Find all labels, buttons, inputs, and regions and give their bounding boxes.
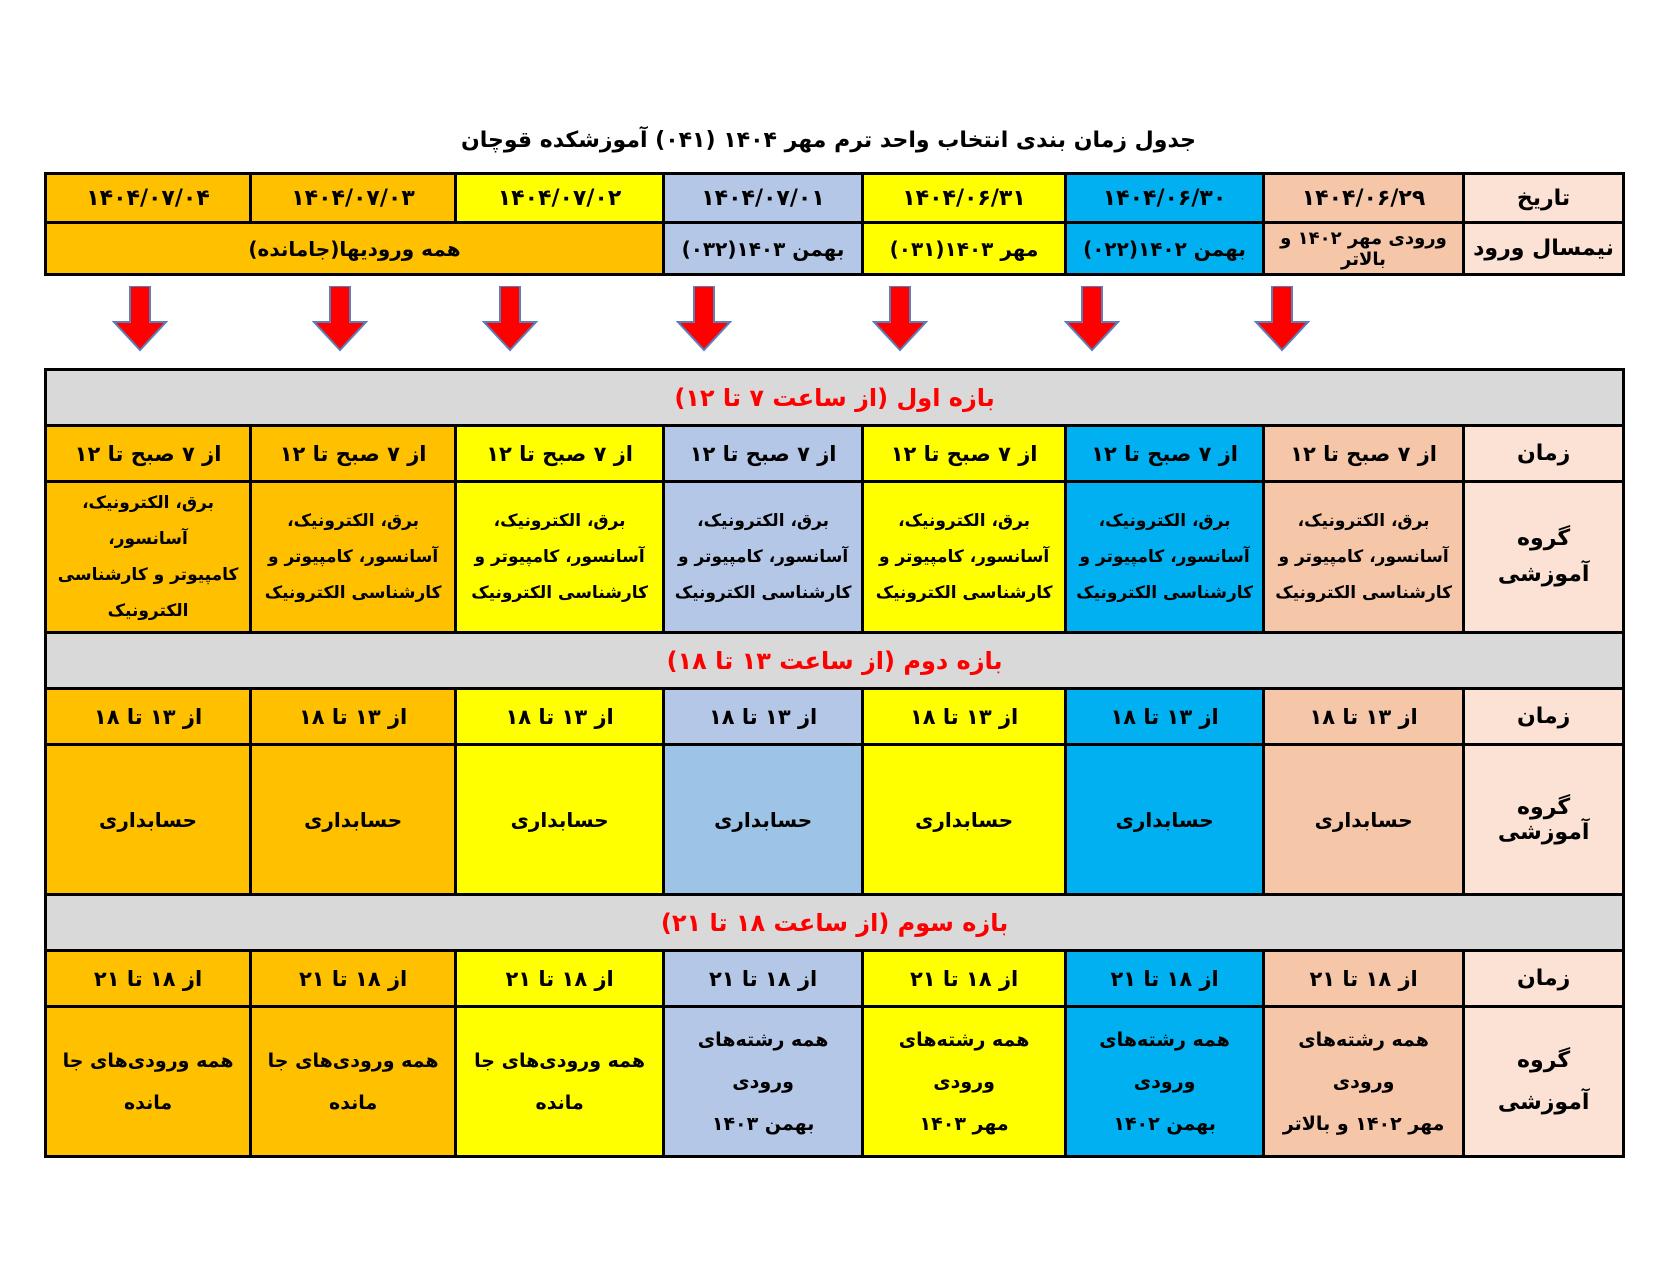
entry-cell-span: همه ورودیها(جامانده) (46, 223, 664, 275)
entry-cell: ورودی مهر ۱۴۰۲ و بالاتر (1264, 223, 1464, 275)
date-entry-table (44, 172, 1625, 276)
group-label: گروه آموزشی (1464, 745, 1624, 895)
down-arrow-icon (872, 286, 928, 352)
group-cell: برق، الکترونیک، آسانسور، کامپیوتر و کارشناسی الکترونیک (1066, 482, 1264, 633)
down-arrow-icon (1064, 286, 1120, 352)
date-cell: ۱۴۰۴/۰۶/۲۹ (1264, 174, 1464, 223)
group-cell: برق، الکترونیک، آسانسور، کامپیوتر و کارشناسی الکترونیک (251, 482, 456, 633)
session-band-title: بازه دوم (از ساعت ۱۳ تا ۱۸) (46, 633, 1624, 689)
group-cell: برق، الکترونیک، آسانسور، کامپیوتر و کارشناسی الکترونیک (863, 482, 1066, 633)
group-cell: برق، الکترونیک، آسانسور، کامپیوتر و کارشناسی الکترونیک (456, 482, 664, 633)
entry-cell: مهر ۱۴۰۳(۰۳۱) (863, 223, 1066, 275)
time-cell: از ۱۳ تا ۱۸ (251, 689, 456, 745)
arrow-row (44, 286, 1622, 358)
time-cell: از ۱۸ تا ۲۱ (1264, 951, 1464, 1007)
group-cell: حسابداری (251, 745, 456, 895)
time-cell: از ۱۸ تا ۲۱ (664, 951, 863, 1007)
date-cell: ۱۴۰۴/۰۷/۰۱ (664, 174, 863, 223)
date-cell: ۱۴۰۴/۰۷/۰۳ (251, 174, 456, 223)
time-row (46, 689, 1624, 745)
session-band-row (46, 633, 1624, 689)
group-label: گروه آموزشی (1464, 482, 1624, 633)
group-row (46, 1007, 1624, 1157)
down-arrow-icon (112, 286, 168, 352)
session-band-row (46, 895, 1624, 951)
time-cell: از ۱۸ تا ۲۱ (863, 951, 1066, 1007)
time-cell: از ۱۳ تا ۱۸ (1066, 689, 1264, 745)
group-cell: حسابداری (1264, 745, 1464, 895)
entry-label: نیمسال ورود (1464, 223, 1624, 275)
group-cell: حسابداری (863, 745, 1066, 895)
time-cell: از ۱۳ تا ۱۸ (456, 689, 664, 745)
time-cell: از ۱۸ تا ۲۱ (1066, 951, 1264, 1007)
entry-cell: بهمن ۱۴۰۲(۰۲۲) (1066, 223, 1264, 275)
date-cell: ۱۴۰۴/۰۶/۳۰ (1066, 174, 1264, 223)
group-cell: برق، الکترونیک، آسانسور، کامپیوتر و کارشناسی الکترونیک (46, 482, 251, 633)
group-cell: حسابداری (1066, 745, 1264, 895)
date-cell: ۱۴۰۴/۰۶/۳۱ (863, 174, 1066, 223)
group-cell: برق، الکترونیک، آسانسور، کامپیوتر و کارشناسی الکترونیک (664, 482, 863, 633)
group-cell: همه رشته‌های ورودی بهمن ۱۴۰۲ (1066, 1007, 1264, 1157)
group-cell: حسابداری (46, 745, 251, 895)
time-row (46, 951, 1624, 1007)
time-cell: از ۷ صبح تا ۱۲ (46, 426, 251, 482)
down-arrow-icon (676, 286, 732, 352)
time-row (46, 426, 1624, 482)
group-cell: همه رشته‌های ورودی مهر ۱۴۰۲ و بالاتر (1264, 1007, 1464, 1157)
time-cell: از ۱۳ تا ۱۸ (863, 689, 1066, 745)
group-row (46, 745, 1624, 895)
group-cell: حسابداری (456, 745, 664, 895)
time-cell: از ۱۸ تا ۲۱ (251, 951, 456, 1007)
group-cell: همه ورودی‌های جا مانده (456, 1007, 664, 1157)
time-cell: از ۷ صبح تا ۱۲ (1066, 426, 1264, 482)
group-cell: حسابداری (664, 745, 863, 895)
time-label: زمان (1464, 951, 1624, 1007)
date-label: تاریخ (1464, 174, 1624, 223)
group-cell: همه ورودی‌های جا مانده (251, 1007, 456, 1157)
time-cell: از ۱۳ تا ۱۸ (1264, 689, 1464, 745)
group-row (46, 482, 1624, 633)
time-cell: از ۷ صبح تا ۱۲ (664, 426, 863, 482)
page-title: جدول زمان بندی انتخاب واحد ترم مهر ۱۴۰۴ (۰۴۱) آموزشکده قوچان (460, 128, 1197, 153)
time-cell: از ۱۳ تا ۱۸ (664, 689, 863, 745)
time-cell: از ۷ صبح تا ۱۲ (251, 426, 456, 482)
group-cell: همه رشته‌های ورودی بهمن ۱۴۰۳ (664, 1007, 863, 1157)
time-cell: از ۷ صبح تا ۱۲ (1264, 426, 1464, 482)
group-cell: همه ورودی‌های جا مانده (46, 1007, 251, 1157)
down-arrow-icon (482, 286, 538, 352)
date-cell: ۱۴۰۴/۰۷/۰۴ (46, 174, 251, 223)
time-cell: از ۱۸ تا ۲۱ (46, 951, 251, 1007)
time-cell: از ۷ صبح تا ۱۲ (863, 426, 1066, 482)
date-row (46, 174, 1624, 223)
time-cell: از ۷ صبح تا ۱۲ (456, 426, 664, 482)
down-arrow-icon (312, 286, 368, 352)
date-cell: ۱۴۰۴/۰۷/۰۲ (456, 174, 664, 223)
session-band-title: بازه اول (از ساعت ۷ تا ۱۲) (46, 370, 1624, 426)
entry-row (46, 223, 1624, 275)
time-label: زمان (1464, 426, 1624, 482)
session-band-row (46, 370, 1624, 426)
time-cell: از ۱۸ تا ۲۱ (456, 951, 664, 1007)
group-cell: همه رشته‌های ورودی مهر ۱۴۰۳ (863, 1007, 1066, 1157)
entry-cell: بهمن ۱۴۰۳(۰۳۲) (664, 223, 863, 275)
group-label: گروه آموزشی (1464, 1007, 1624, 1157)
time-cell: از ۱۳ تا ۱۸ (46, 689, 251, 745)
down-arrow-icon (1254, 286, 1310, 352)
session-band-title: بازه سوم (از ساعت ۱۸ تا ۲۱) (46, 895, 1624, 951)
time-label: زمان (1464, 689, 1624, 745)
session-table (44, 368, 1625, 1158)
group-cell: برق، الکترونیک، آسانسور، کامپیوتر و کارشناسی الکترونیک (1264, 482, 1464, 633)
